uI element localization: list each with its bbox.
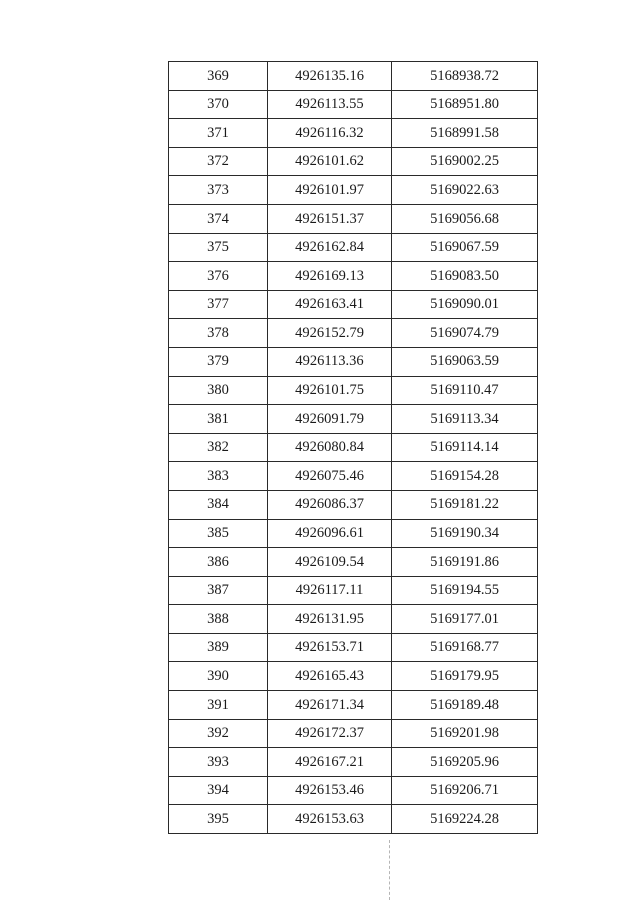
y-coordinate-cell: 5168991.58: [392, 119, 538, 148]
y-coordinate-cell: 5169206.71: [392, 776, 538, 805]
x-coordinate-cell: 4926101.75: [268, 376, 392, 405]
table-row: [169, 490, 538, 519]
y-coordinate-cell: 5169191.86: [392, 548, 538, 577]
table-row: [169, 691, 538, 720]
table-row: [169, 433, 538, 462]
point-number-cell: 395: [169, 805, 268, 834]
x-coordinate-cell: 4926131.95: [268, 605, 392, 634]
x-coordinate-cell: 4926152.79: [268, 319, 392, 348]
point-number-cell: 379: [169, 347, 268, 376]
table-row: [169, 233, 538, 262]
table-row: [169, 405, 538, 434]
x-coordinate-cell: 4926091.79: [268, 405, 392, 434]
table-row: [169, 290, 538, 319]
x-coordinate-cell: 4926153.71: [268, 633, 392, 662]
point-number-cell: 394: [169, 776, 268, 805]
x-coordinate-cell: 4926151.37: [268, 204, 392, 233]
table-row: [169, 805, 538, 834]
point-number-cell: 376: [169, 262, 268, 291]
point-number-cell: 380: [169, 376, 268, 405]
x-coordinate-cell: 4926172.37: [268, 719, 392, 748]
point-number-cell: 369: [169, 62, 268, 91]
y-coordinate-cell: 5169114.14: [392, 433, 538, 462]
y-coordinate-cell: 5169067.59: [392, 233, 538, 262]
y-coordinate-cell: 5169189.48: [392, 691, 538, 720]
y-coordinate-cell: 5169181.22: [392, 490, 538, 519]
point-number-cell: 393: [169, 748, 268, 777]
table-row: [169, 519, 538, 548]
scan-dashed-line: [389, 840, 390, 900]
y-coordinate-cell: 5169022.63: [392, 176, 538, 205]
y-coordinate-cell: 5169179.95: [392, 662, 538, 691]
y-coordinate-cell: 5169074.79: [392, 319, 538, 348]
point-number-cell: 390: [169, 662, 268, 691]
table-row: [169, 204, 538, 233]
table-row: [169, 548, 538, 577]
point-number-cell: 372: [169, 147, 268, 176]
y-coordinate-cell: 5169168.77: [392, 633, 538, 662]
y-coordinate-cell: 5169201.98: [392, 719, 538, 748]
y-coordinate-cell: 5169190.34: [392, 519, 538, 548]
y-coordinate-cell: 5169113.34: [392, 405, 538, 434]
point-number-cell: 384: [169, 490, 268, 519]
table-row: [169, 462, 538, 491]
x-coordinate-cell: 4926086.37: [268, 490, 392, 519]
point-number-cell: 386: [169, 548, 268, 577]
point-number-cell: 388: [169, 605, 268, 634]
y-coordinate-cell: 5169056.68: [392, 204, 538, 233]
x-coordinate-cell: 4926163.41: [268, 290, 392, 319]
point-number-cell: 387: [169, 576, 268, 605]
table-row: [169, 662, 538, 691]
y-coordinate-cell: 5169224.28: [392, 805, 538, 834]
table-row: [169, 62, 538, 91]
x-coordinate-cell: 4926113.36: [268, 347, 392, 376]
table-row: [169, 119, 538, 148]
y-coordinate-cell: 5168938.72: [392, 62, 538, 91]
point-number-cell: 389: [169, 633, 268, 662]
y-coordinate-cell: 5169154.28: [392, 462, 538, 491]
y-coordinate-cell: 5169002.25: [392, 147, 538, 176]
point-number-cell: 375: [169, 233, 268, 262]
point-number-cell: 377: [169, 290, 268, 319]
table-row: [169, 262, 538, 291]
table-row: [169, 376, 538, 405]
y-coordinate-cell: 5169205.96: [392, 748, 538, 777]
x-coordinate-cell: 4926117.11: [268, 576, 392, 605]
x-coordinate-cell: 4926135.16: [268, 62, 392, 91]
table-row: [169, 147, 538, 176]
point-number-cell: 370: [169, 90, 268, 119]
point-number-cell: 391: [169, 691, 268, 720]
table-row: [169, 748, 538, 777]
table-row: [169, 176, 538, 205]
table-row: [169, 90, 538, 119]
y-coordinate-cell: 5169063.59: [392, 347, 538, 376]
x-coordinate-cell: 4926101.97: [268, 176, 392, 205]
x-coordinate-cell: 4926153.63: [268, 805, 392, 834]
y-coordinate-cell: 5169194.55: [392, 576, 538, 605]
table-row: [169, 347, 538, 376]
x-coordinate-cell: 4926101.62: [268, 147, 392, 176]
point-number-cell: 374: [169, 204, 268, 233]
y-coordinate-cell: 5169090.01: [392, 290, 538, 319]
point-number-cell: 392: [169, 719, 268, 748]
coordinates-table-body: [169, 62, 538, 834]
x-coordinate-cell: 4926162.84: [268, 233, 392, 262]
x-coordinate-cell: 4926169.13: [268, 262, 392, 291]
x-coordinate-cell: 4926080.84: [268, 433, 392, 462]
point-number-cell: 381: [169, 405, 268, 434]
coordinates-table: [168, 61, 538, 834]
point-number-cell: 385: [169, 519, 268, 548]
table-row: [169, 719, 538, 748]
point-number-cell: 382: [169, 433, 268, 462]
point-number-cell: 383: [169, 462, 268, 491]
x-coordinate-cell: 4926096.61: [268, 519, 392, 548]
table-row: [169, 776, 538, 805]
x-coordinate-cell: 4926113.55: [268, 90, 392, 119]
table-row: [169, 605, 538, 634]
x-coordinate-cell: 4926075.46: [268, 462, 392, 491]
x-coordinate-cell: 4926165.43: [268, 662, 392, 691]
x-coordinate-cell: 4926116.32: [268, 119, 392, 148]
x-coordinate-cell: 4926153.46: [268, 776, 392, 805]
table-row: [169, 319, 538, 348]
point-number-cell: 373: [169, 176, 268, 205]
point-number-cell: 371: [169, 119, 268, 148]
point-number-cell: 378: [169, 319, 268, 348]
table-row: [169, 576, 538, 605]
table-row: [169, 633, 538, 662]
y-coordinate-cell: 5169177.01: [392, 605, 538, 634]
y-coordinate-cell: 5169083.50: [392, 262, 538, 291]
y-coordinate-cell: 5168951.80: [392, 90, 538, 119]
y-coordinate-cell: 5169110.47: [392, 376, 538, 405]
x-coordinate-cell: 4926171.34: [268, 691, 392, 720]
x-coordinate-cell: 4926109.54: [268, 548, 392, 577]
x-coordinate-cell: 4926167.21: [268, 748, 392, 777]
